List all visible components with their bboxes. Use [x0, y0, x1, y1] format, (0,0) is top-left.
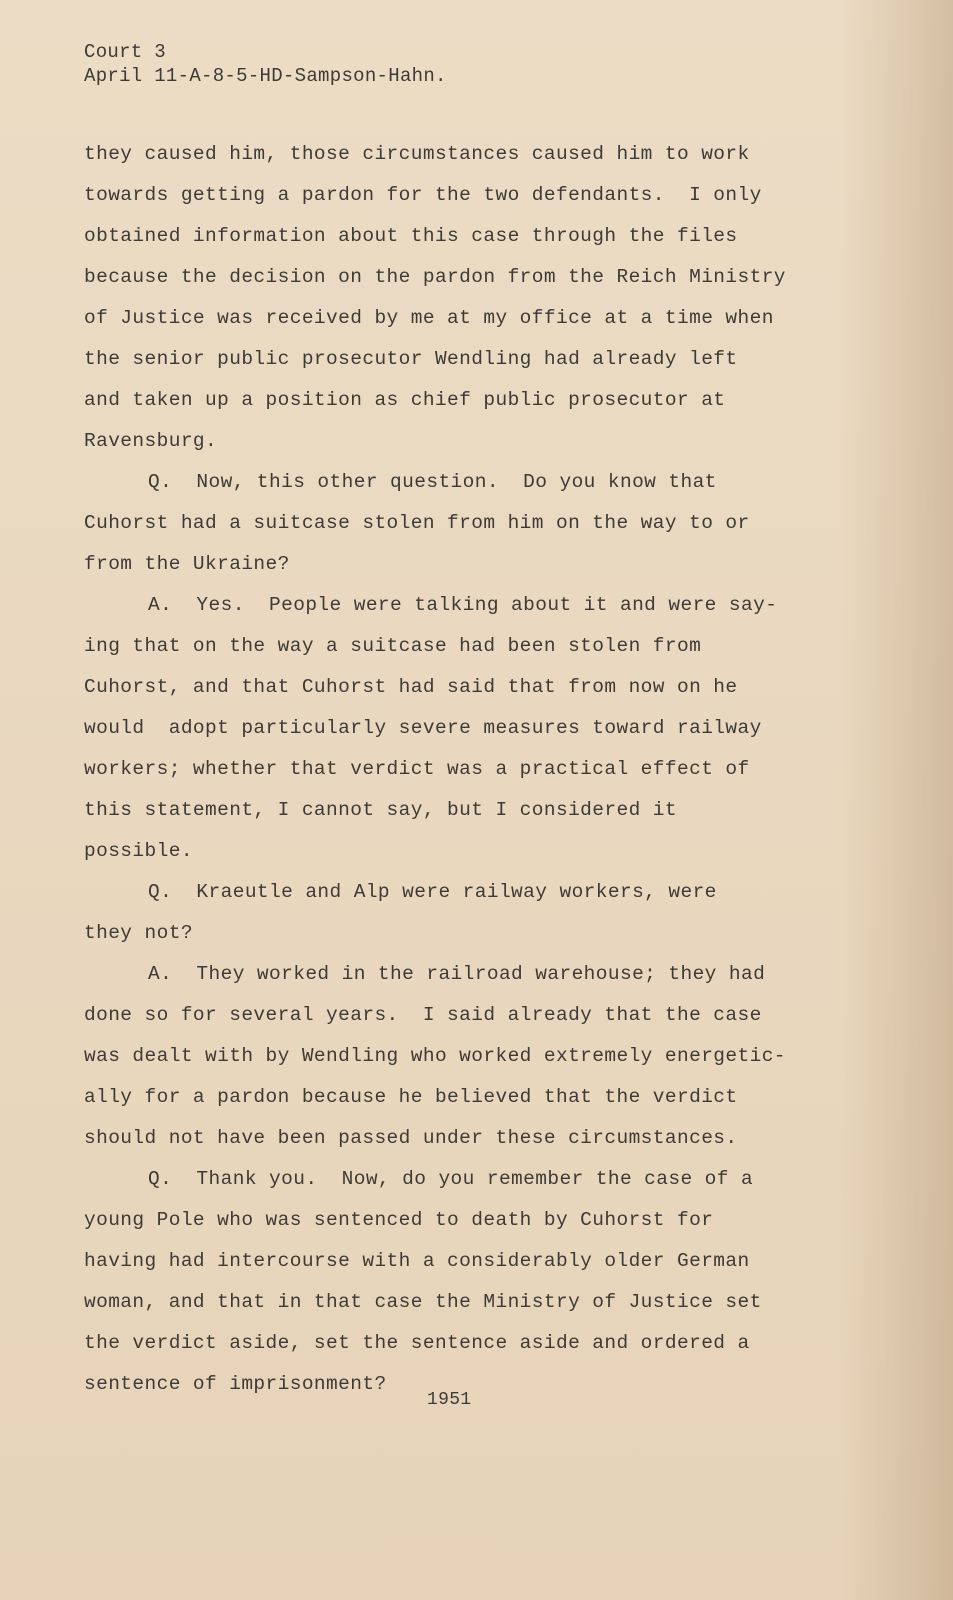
question-line: Q. Now, this other question. Do you know that [148, 471, 717, 493]
text-line: Ravensburg. [84, 430, 218, 452]
page-header [84, 40, 447, 88]
transcript-body [84, 134, 814, 1405]
text-line: from the Ukraine? [84, 553, 290, 575]
text-line: the verdict aside, set the sentence aside and ordered a [84, 1332, 750, 1354]
header-reference: April 11-A-8-5-HD-Sampson-Hahn. [84, 65, 447, 87]
text-line: towards getting a pardon for the two defendants. I only [84, 184, 762, 206]
answer-line: A. They worked in the railroad warehouse; they had [148, 963, 766, 985]
text-line: possible. [84, 840, 193, 862]
text-line: ing that on the way a suitcase had been stolen from [84, 635, 702, 657]
text-line: Cuhorst, and that Cuhorst had said that from now on he [84, 676, 738, 698]
text-line: obtained information about this case through the files [84, 225, 738, 247]
text-line: woman, and that in that case the Ministry of Justice set [84, 1291, 762, 1313]
text-line: the senior public prosecutor Wendling had already left [84, 348, 738, 370]
header-court: Court 3 [84, 41, 166, 63]
text-line: was dealt with by Wendling who worked extremely energetic- [84, 1045, 786, 1067]
question-line: Q. Thank you. Now, do you remember the case of a [148, 1168, 754, 1190]
text-line: should not have been passed under these circumstances. [84, 1127, 738, 1149]
text-line: done so for several years. I said already that the case [84, 1004, 762, 1026]
text-line: this statement, I cannot say, but I considered it [84, 799, 677, 821]
text-line: young Pole who was sentenced to death by Cuhorst for [84, 1209, 714, 1231]
text-line: and taken up a position as chief public prosecutor at [84, 389, 726, 411]
text-line: Cuhorst had a suitcase stolen from him on the way to or [84, 512, 750, 534]
text-line: workers; whether that verdict was a practical effect of [84, 758, 750, 780]
question-line: Q. Kraeutle and Alp were railway workers, were [148, 881, 717, 903]
page-number: 1951 [427, 1390, 472, 1410]
text-line: ally for a pardon because he believed that the verdict [84, 1086, 738, 1108]
text-line: they not? [84, 922, 193, 944]
text-line: they caused him, those circumstances caused him to work [84, 143, 750, 165]
text-line: because the decision on the pardon from the Reich Ministry [84, 266, 786, 288]
text-line: having had intercourse with a considerably older German [84, 1250, 750, 1272]
text-line: would adopt particularly severe measures toward railway [84, 717, 762, 739]
text-line: sentence of imprisonment? [84, 1373, 387, 1395]
answer-line: A. Yes. People were talking about it and were say- [148, 594, 778, 616]
text-line: of Justice was received by me at my office at a time when [84, 307, 774, 329]
